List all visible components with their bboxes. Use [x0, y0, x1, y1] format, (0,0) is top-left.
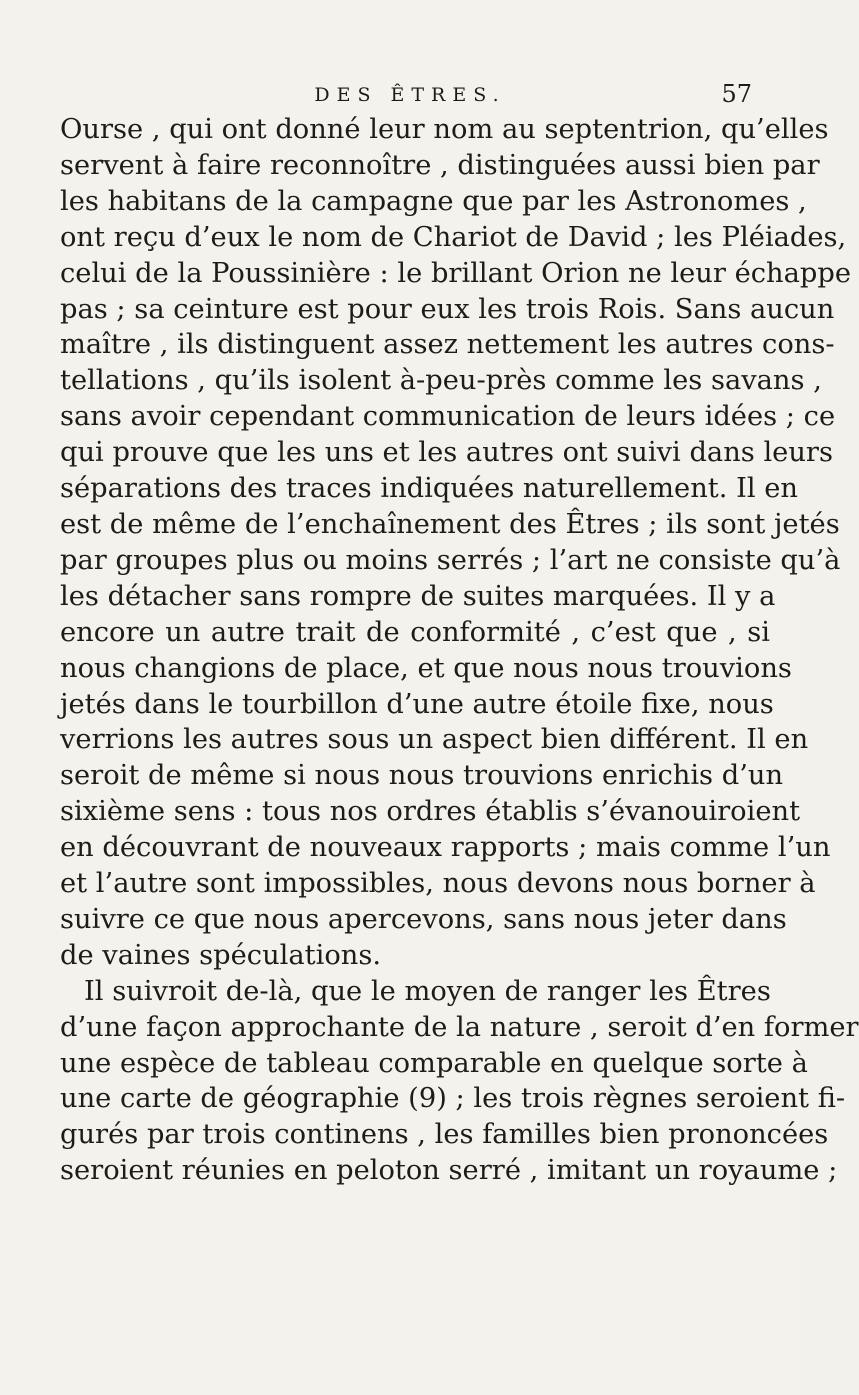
running-head: DES ÊTRES.: [314, 84, 506, 106]
text-line: sans avoir cependant communication de leurs idées ; ce: [60, 401, 836, 433]
body-text: [60, 112, 859, 1189]
page-header: [60, 78, 760, 112]
text-line: par groupes plus ou moins serrés ; l’art ne consiste qu’à: [60, 544, 841, 576]
text-line-paragraph-end: de vaines spéculations.: [60, 939, 382, 971]
text-line: et l’autre sont impossibles, nous devons nous borner à: [60, 868, 816, 900]
text-line: Ourse , qui ont donné leur nom au septentrion, qu’elles: [60, 114, 829, 145]
text-line: seroient réunies en peloton serré , imitant un royaume ;: [60, 1155, 838, 1187]
text-line: tellations , qu’ils isolent à-peu-près comme les savans ,: [60, 365, 822, 397]
text-line: ont reçu d’eux le nom de Chariot de David ; les Pléiades,: [60, 221, 847, 253]
text-line-paragraph-start: Il suivroit de-là, que le moyen de ranger les Êtres: [84, 975, 771, 1007]
text-line: en découvrant de nouveaux rapports ; mais comme l’un: [60, 832, 831, 864]
text-line: qui prouve que les uns et les autres ont suivi dans leurs: [60, 437, 833, 469]
text-line: seroit de même si nous nous trouvions enrichis d’un: [60, 760, 784, 792]
text-line: verrions les autres sous un aspect bien différent. Il en: [60, 724, 809, 756]
text-line: jetés dans le tourbillon d’une autre étoile fixe, nous: [60, 688, 774, 720]
text-line: sixième sens : tous nos ordres établis s’évanouiroient: [60, 796, 801, 828]
text-line: d’une façon approchante de la nature , seroit d’en former: [60, 1011, 859, 1043]
text-line: une espèce de tableau comparable en quelque sorte à: [60, 1047, 808, 1079]
text-line: servent à faire reconnoître , distinguées aussi bien par: [60, 149, 820, 181]
page-number: 57: [721, 80, 752, 108]
text-line: suivre ce que nous apercevons, sans nous jeter dans: [60, 903, 787, 935]
text-line: nous changions de place, et que nous nous trouvions: [60, 652, 792, 684]
text-line: séparations des traces indiquées naturellement. Il en: [60, 473, 799, 505]
text-line: est de même de l’enchaînement des Êtres ; ils sont jetés: [60, 508, 840, 540]
text-line: gurés par trois continens , les familles bien prononcées: [60, 1119, 829, 1151]
text-line: pas ; sa ceinture est pour eux les trois Rois. Sans aucun: [60, 293, 835, 325]
text-line: celui de la Poussinière : le brillant Orion ne leur échappe: [60, 257, 852, 289]
text-line: maître , ils distinguent assez nettement les autres cons-: [60, 329, 835, 361]
text-line: encore un autre trait de conformité , c’est que , si: [60, 616, 770, 648]
text-line: une carte de géographie (9) ; les trois règnes seroient fi-: [60, 1083, 846, 1115]
text-line: les habitans de la campagne que par les Astronomes ,: [60, 185, 807, 217]
text-line: les détacher sans rompre de suites marquées. Il y a: [60, 580, 776, 612]
